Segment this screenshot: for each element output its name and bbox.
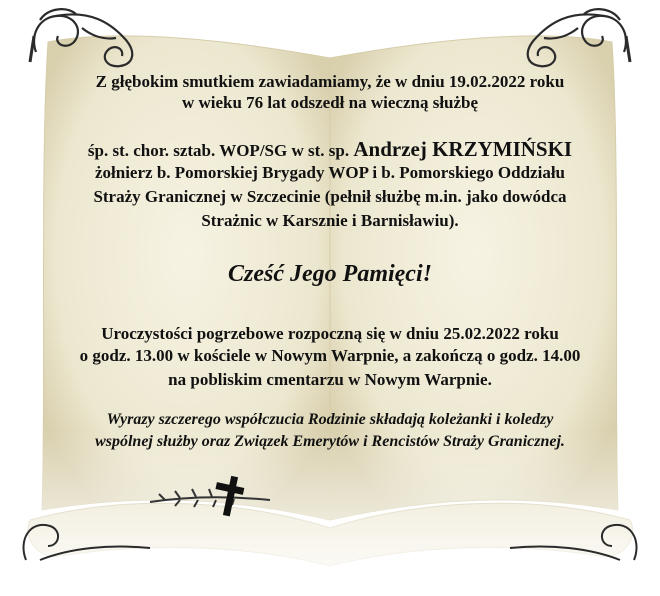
- deceased-bio-line-1: żołnierz b. Pomorskiej Brygady WOP i b. Pomorskiego Oddziału: [94, 163, 565, 182]
- deceased-title-line: [0, 139, 660, 161]
- funeral-line-1: Uroczystości pogrzebowe rozpoczną się w dniu 25.02.2022 roku: [101, 324, 559, 343]
- condolences-line-1: Wyrazy szczerego współczucia Rodzinie składają koleżanki i koledzy: [106, 411, 554, 428]
- condolences-line-2: wspólnej służby oraz Związek Emerytów i Rencistów Straży Granicznej.: [95, 433, 565, 450]
- funeral-line-3: na pobliskim cmentarzu w Nowym Warpnie.: [168, 370, 492, 389]
- announcement-line-2: w wieku 76 lat odszedł na wieczną służbę: [181, 93, 479, 112]
- deceased-bio-line-3: Strażnic w Karsznie i Barnisławiu).: [201, 211, 459, 230]
- deceased-name: Andrzej KRZYMIŃSKI: [353, 137, 573, 161]
- memorial-motto: Cześć Jego Pamięci!: [228, 261, 432, 287]
- funeral-line-2: o godz. 13.00 w kościele w Nowym Warpnie, a zakończą o godz. 14.00: [79, 346, 581, 365]
- deceased-title-prefix: śp. st. chor. sztab. WOP/SG w st. sp.: [87, 141, 350, 160]
- announcement-line-1: Z głębokim smutkiem zawiadamiamy, że w dniu 19.02.2022 roku: [95, 72, 565, 91]
- deceased-bio-line-2: Straży Granicznej w Szczecinie (pełnił służbę m.in. jako dowódca: [93, 187, 567, 206]
